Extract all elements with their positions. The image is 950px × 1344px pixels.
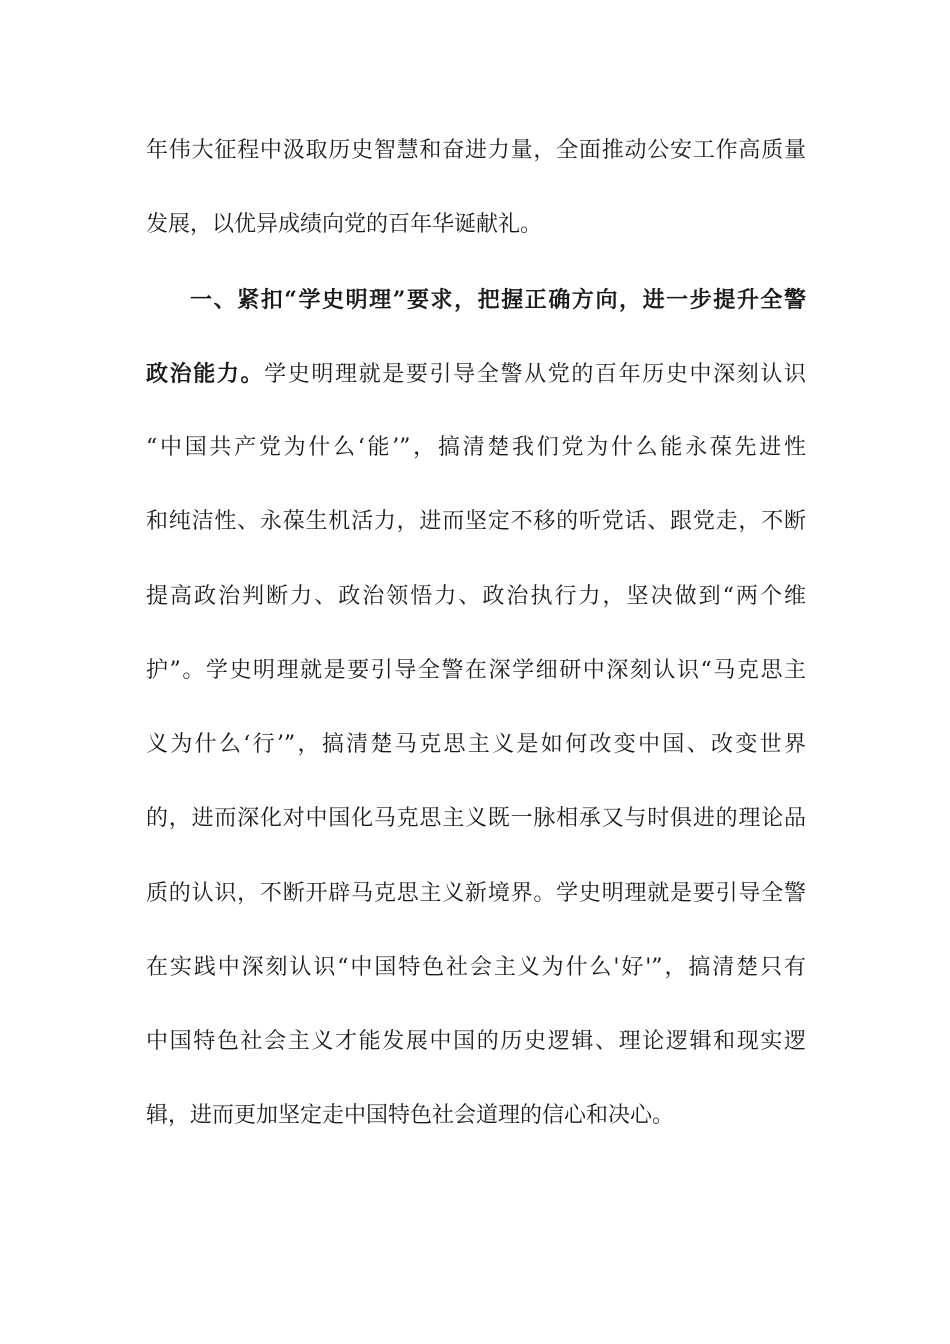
body-text-line [146, 205, 806, 245]
body-text-line [146, 799, 806, 839]
body-text-line [146, 1096, 806, 1136]
body-text-line [146, 1022, 806, 1062]
line-text: 中国特色社会主义才能发展中国的历史逻辑、理论逻辑和现实逻 [146, 1029, 806, 1054]
line-text: 在实践中深刻认识“中国特色社会主义为什么'好'”，搞清楚只有 [146, 955, 806, 980]
section-heading [190, 280, 806, 320]
body-text-line [146, 577, 806, 617]
body-text-line [146, 131, 806, 171]
line-text: 义为什么‘行’”，搞清楚马克思主义是如何改变中国、改变世界 [146, 732, 806, 757]
line-text: 提高政治判断力、政治领悟力、政治执行力，坚决做到“两个维 [146, 584, 806, 609]
body-text-line [146, 948, 806, 988]
body-text-line [146, 502, 806, 542]
line-text: “中国共产党为什么‘能’”，搞清楚我们党为什么能永葆先进性 [146, 435, 806, 460]
body-text-line [146, 354, 806, 394]
body-text-line [146, 428, 806, 468]
section-heading-tail: 政治能力。 [146, 361, 265, 387]
line-text: 学史明理就是要引导全警从党的百年历史中深刻认识 [264, 362, 806, 387]
line-text: 辑，进而更加坚定走中国特色社会道理的信心和决心。 [146, 1103, 675, 1128]
line-text: 护”。学史明理就是要引导全警在深学细研中深刻认识“马克思主 [146, 658, 806, 683]
line-text: 发展，以优异成绩向党的百年华诞献礼。 [146, 212, 543, 237]
section-heading-text: 一、紧扣“学史明理”要求，把握正确方向，进一步提升全警 [190, 287, 806, 313]
body-text-line [146, 874, 806, 914]
body-text-line [146, 725, 806, 765]
body-text-line [146, 651, 806, 691]
line-text: 和纯洁性、永葆生机活力，进而坚定不移的听党话、跟党走，不断 [146, 509, 806, 534]
line-text: 的，进而深化对中国化马克思主义既一脉相承又与时俱进的理论品 [146, 806, 806, 831]
line-text: 年伟大征程中汲取历史智慧和奋进力量，全面推动公安工作高质量 [146, 138, 806, 163]
line-text: 质的认识，不断开辟马克思主义新境界。学史明理就是要引导全警 [146, 881, 806, 906]
